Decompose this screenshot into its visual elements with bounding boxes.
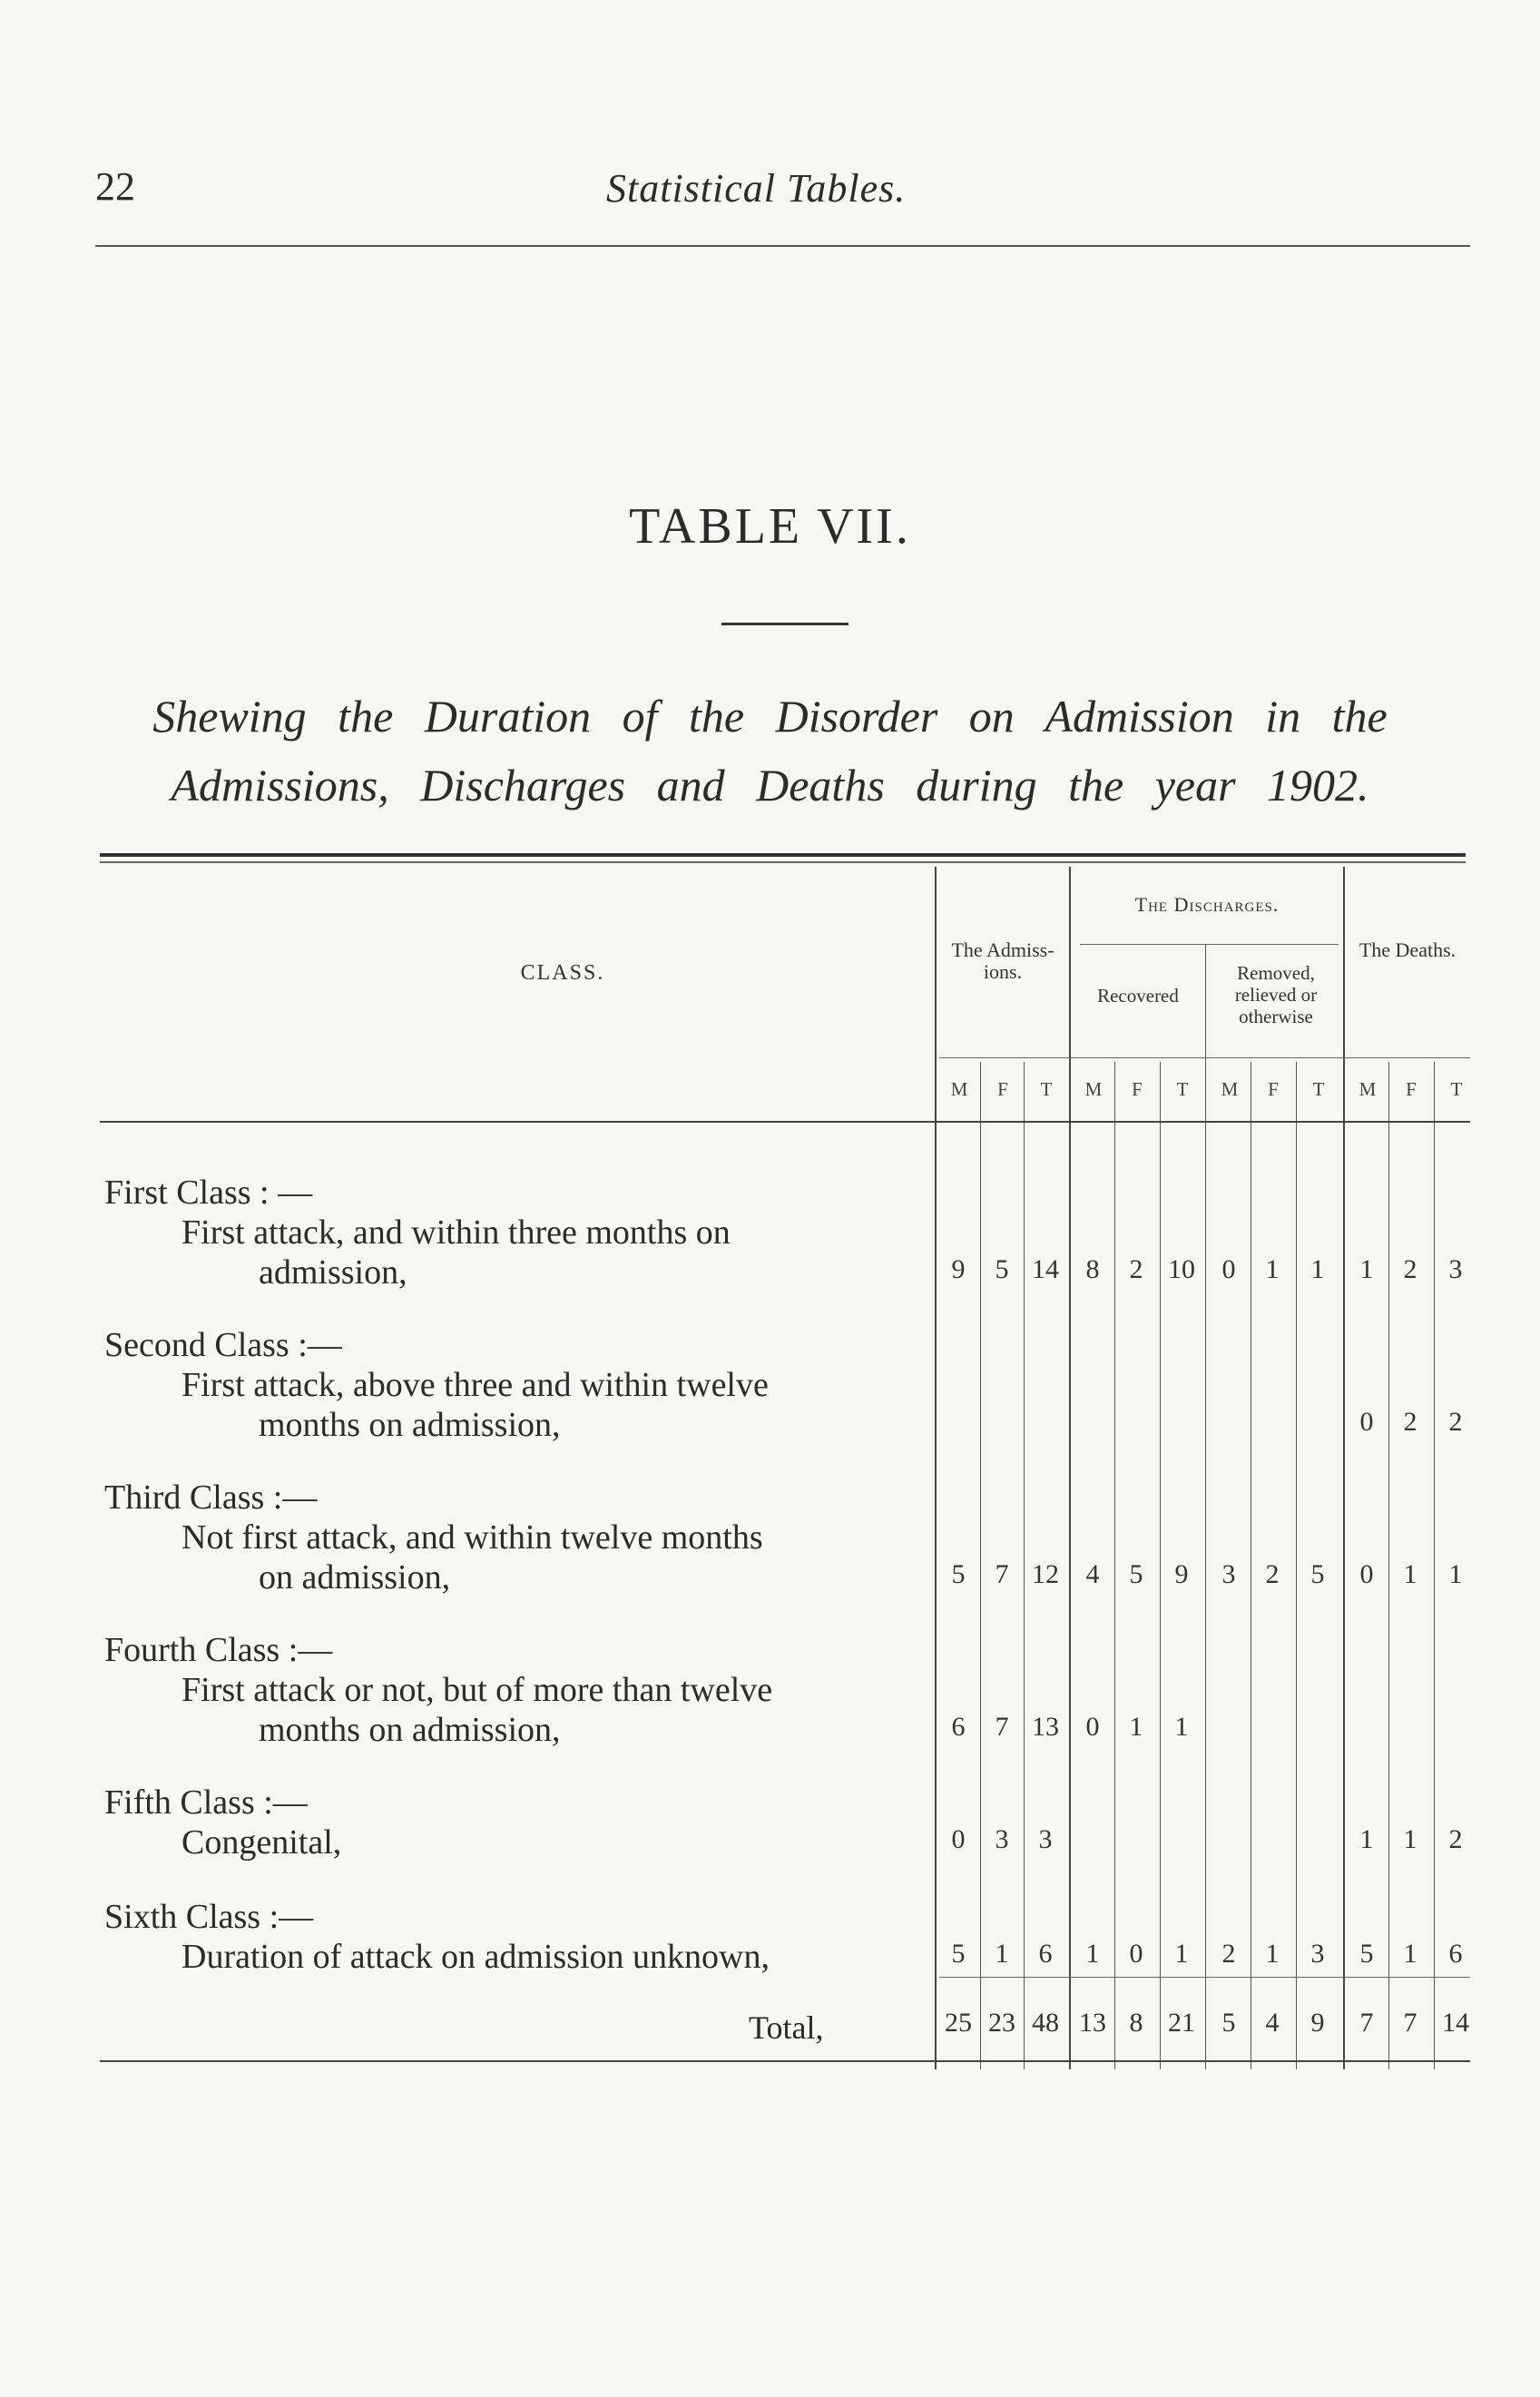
row-description: months on admission, (259, 1711, 561, 1749)
table-cell: 1 (1359, 1824, 1374, 1854)
table-cell: 10 (1168, 1254, 1195, 1284)
discharges-rule (1080, 944, 1339, 945)
row-class-label: Fourth Class :— (104, 1631, 333, 1669)
removed-column-header: Removed, relieved or otherwise (1234, 962, 1318, 1027)
table-cell: 2 (1448, 1407, 1463, 1437)
table-cell: 1 (1359, 1254, 1374, 1284)
table-cell: 2 (1403, 1254, 1417, 1284)
table-cell: 2 (1129, 1254, 1143, 1284)
m-header: M (1359, 1078, 1377, 1100)
header-bottom-rule (100, 1121, 1470, 1123)
header-rule (95, 245, 1470, 247)
table-cell: 0 (1359, 1559, 1374, 1589)
table-cell: 1 (1174, 1712, 1189, 1742)
admissions-column-header: The Admiss- ions. (951, 938, 1054, 983)
table-cell: 2 (1221, 1939, 1236, 1969)
table-cell: 1 (1448, 1559, 1463, 1589)
column-divider (935, 867, 937, 2069)
recovered-column-header: Recovered (1097, 985, 1179, 1007)
table-cell: 1 (1403, 1824, 1417, 1854)
table-cell: 1 (1174, 1939, 1189, 1969)
table-cell: 1 (1403, 1559, 1417, 1589)
row-class-label: First Class : — (104, 1174, 313, 1212)
table-cell: 0 (1221, 1254, 1236, 1284)
table-cell: 1 (1085, 1939, 1100, 1969)
row-description: Duration of attack on admission unknown, (181, 1938, 770, 1976)
total-cell: 25 (945, 2008, 972, 2038)
class-column-header: CLASS. (520, 961, 605, 985)
table-cell: 3 (1221, 1559, 1236, 1589)
table-cell: 9 (1174, 1559, 1189, 1589)
table-cell: 1 (1265, 1939, 1280, 1969)
subtotal-rule (939, 1977, 1470, 1978)
table-cell: 3 (1038, 1824, 1053, 1854)
row-description: Congenital, (181, 1823, 342, 1862)
table-caption-line-1: Shewing the Duration of the Disorder on Admission in the (152, 691, 1388, 742)
total-cell: 7 (1403, 2008, 1417, 2038)
row-description: on admission, (259, 1558, 451, 1596)
table-cell: 5 (951, 1559, 966, 1589)
total-cell: 13 (1079, 2008, 1106, 2038)
row-class-label: Sixth Class :— (104, 1898, 314, 1936)
table-cell: 8 (1085, 1254, 1100, 1284)
row-class-label: Third Class :— (104, 1478, 318, 1517)
total-cell: 9 (1310, 2008, 1325, 2038)
table-cell: 5 (951, 1939, 966, 1969)
table-cell: 0 (1359, 1407, 1374, 1437)
f-header: F (997, 1078, 1008, 1100)
table-cell: 0 (951, 1824, 966, 1854)
table-cell: 7 (995, 1559, 1009, 1589)
table-cell: 2 (1403, 1407, 1417, 1437)
table-cell: 7 (995, 1712, 1009, 1742)
table-cell: 1 (1265, 1254, 1280, 1284)
row-description: admission, (259, 1253, 407, 1292)
row-class-label: Second Class :— (104, 1326, 342, 1364)
table-cell: 1 (995, 1939, 1009, 1969)
table-top-rule (100, 853, 1466, 863)
m-header: M (1221, 1078, 1239, 1100)
title-rule (721, 623, 848, 625)
m-header: M (1084, 1078, 1103, 1100)
table-cell: 12 (1032, 1559, 1059, 1589)
table-cell: 5 (995, 1254, 1009, 1284)
table-cell: 6 (1448, 1939, 1463, 1969)
column-divider (1343, 867, 1345, 2069)
discharges-column-header: The Discharges. (1134, 893, 1280, 916)
running-head: Statistical Tables. (606, 166, 907, 211)
table-cell: 1 (1129, 1712, 1143, 1742)
table-cell: 4 (1085, 1559, 1100, 1589)
page-number: 22 (95, 164, 135, 209)
total-cell: 14 (1442, 2008, 1469, 2038)
table-cell: 2 (1448, 1824, 1463, 1854)
table-cell: 3 (995, 1824, 1009, 1854)
header-rule (939, 1057, 1470, 1058)
row-description: Not first attack, and within twelve months (181, 1518, 763, 1557)
total-cell: 23 (988, 2008, 1015, 2038)
total-cell: 21 (1168, 2008, 1195, 2038)
table-cell: 2 (1265, 1559, 1280, 1589)
f-header: F (1132, 1078, 1143, 1100)
total-cell: 4 (1265, 2008, 1280, 2038)
total-cell: 5 (1221, 2008, 1236, 2038)
m-header: M (950, 1078, 968, 1100)
total-cell: 48 (1032, 2008, 1059, 2038)
table-cell: 1 (1310, 1254, 1325, 1284)
t-header: T (1176, 1078, 1189, 1100)
table-cell: 3 (1310, 1939, 1325, 1969)
t-header: T (1040, 1078, 1053, 1100)
deaths-column-header: The Deaths. (1359, 938, 1457, 961)
table-cell: 1 (1403, 1939, 1417, 1969)
t-header: T (1312, 1078, 1325, 1100)
table-cell: 13 (1032, 1712, 1059, 1742)
row-description: First attack or not, but of more than twelve (181, 1671, 773, 1709)
table-caption-line-2: Admissions, Discharges and Deaths during the year 1902. (171, 760, 1369, 810)
table-title: TABLE VII. (629, 498, 911, 555)
table-bottom-rule (100, 2060, 1470, 2062)
row-description: First attack, above three and within twelve (181, 1366, 769, 1404)
table-cell: 9 (951, 1254, 966, 1284)
row-class-label: Fifth Class :— (104, 1783, 308, 1822)
f-header: F (1406, 1078, 1417, 1100)
table-cell: 6 (1038, 1939, 1053, 1969)
table-cell: 5 (1129, 1559, 1143, 1589)
column-divider (1069, 867, 1071, 2069)
table-cell: 14 (1032, 1254, 1059, 1284)
total-label: Total, (749, 2009, 824, 2046)
table-cell: 3 (1448, 1254, 1463, 1284)
row-description: months on admission, (259, 1406, 561, 1444)
table-cell: 5 (1310, 1559, 1325, 1589)
total-cell: 7 (1359, 2008, 1374, 2038)
f-header: F (1268, 1078, 1279, 1100)
table-cell: 0 (1085, 1712, 1100, 1742)
t-header: T (1450, 1078, 1463, 1100)
total-cell: 8 (1129, 2008, 1143, 2038)
column-divider (1205, 944, 1206, 2069)
table-cell: 6 (951, 1712, 966, 1742)
table-cell: 5 (1359, 1939, 1374, 1969)
table-cell: 0 (1129, 1939, 1143, 1969)
row-description: First attack, and within three months on (181, 1213, 731, 1252)
